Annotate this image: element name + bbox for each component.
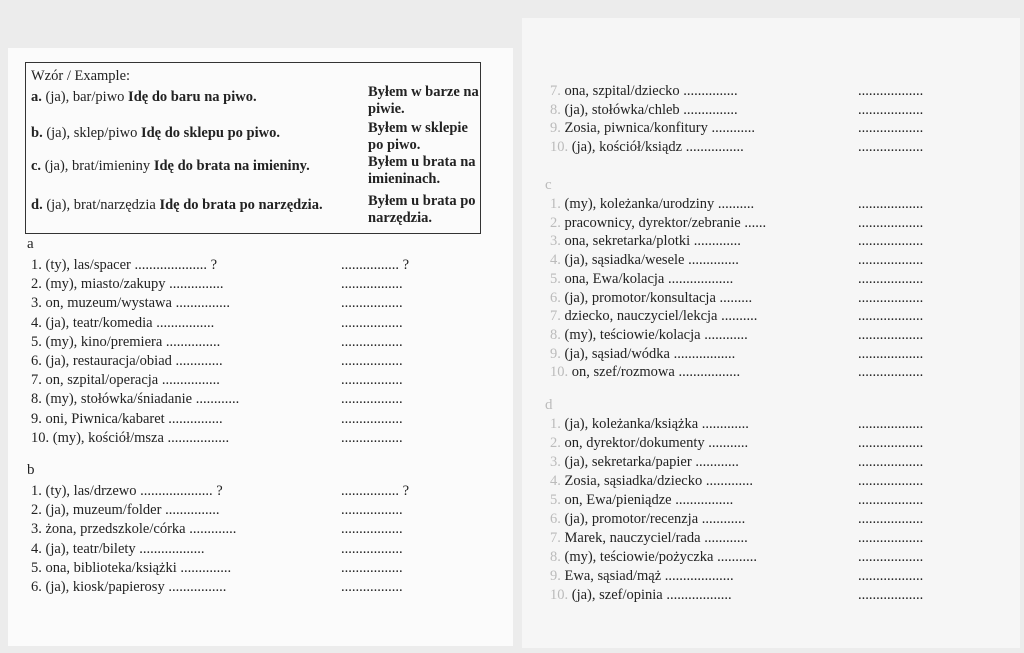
answer-blank: ................. — [341, 372, 403, 389]
item-number: 4. — [550, 252, 561, 269]
item-dots: ............. — [705, 473, 753, 489]
exercise-item: 3. żona, przedszkole/córka ............. — [31, 521, 237, 538]
answer-blank: ................. — [341, 521, 403, 538]
item-dots: ............... — [683, 83, 738, 99]
exercise-item — [550, 120, 755, 136]
exercise-item — [550, 271, 733, 287]
item-dots: ........... — [717, 549, 757, 565]
answer-blank: ................. — [341, 410, 403, 427]
exercise-item: 6. (ja), kiosk/papierosy ................ — [31, 579, 227, 595]
item-text: Zosia, piwnica/konfitury — [564, 120, 708, 137]
answer-blank: ................. — [341, 333, 403, 350]
item-text: (ja), promotor/konsultacja — [564, 289, 716, 306]
example-row-label: a. — [31, 89, 42, 105]
item-dots: .................. — [666, 587, 732, 603]
item-text: Ewa, sąsiad/mąż — [564, 568, 662, 584]
item-number: 1. — [550, 196, 561, 212]
answer-blank: .................. — [858, 270, 924, 287]
exercise-item: 5. ona, biblioteka/książki .............. — [31, 559, 232, 576]
item-dots: ............... — [683, 101, 738, 118]
example-row-sentence: Idę do brata na imieniny. — [153, 158, 310, 174]
item-dots: ................ — [675, 492, 734, 508]
item-text: on, szef/rozmowa — [571, 364, 675, 381]
answer-blank: .................. — [858, 492, 924, 508]
answer-blank: ................. — [341, 502, 403, 519]
item-dots: .............. — [688, 252, 739, 269]
example-row-sentence: Idę do baru na piwo. — [128, 89, 257, 105]
answer-blank: ................. — [341, 540, 403, 557]
answer-blank: .................. — [858, 326, 924, 343]
exercise-item — [550, 83, 738, 99]
exercise-item: 3. on, muzeum/wystawa ............... — [31, 295, 230, 312]
item-text: on, dyrektor/dokumenty — [564, 435, 705, 451]
example-row — [31, 125, 280, 141]
answer-blank: .................. — [858, 289, 924, 306]
answer-blank: .................. — [858, 549, 924, 565]
item-dots: ............ — [711, 120, 755, 137]
item-number: 1. — [550, 416, 561, 432]
item-dots: ......... — [719, 289, 753, 306]
answer-blank: ................. — [341, 353, 403, 369]
example-row-prompt: (ja), bar/piwo — [45, 89, 129, 105]
item-number: 9. — [550, 568, 561, 584]
exercise-item — [550, 233, 741, 249]
answer-blank: .................. — [858, 214, 924, 231]
exercise-item — [550, 568, 734, 584]
answer-blank: .................. — [858, 473, 924, 489]
item-number: 10. — [550, 587, 569, 603]
example-row-label: b. — [31, 125, 43, 141]
item-number: 8. — [550, 326, 561, 343]
answer-blank: .................. — [858, 196, 924, 212]
exercise-item: 1. (ty), las/spacer .................... ? — [31, 257, 218, 273]
item-text: on, Ewa/pieniądze — [564, 492, 672, 508]
example-answer: Byłem w barze na piwie. — [368, 84, 479, 117]
item-number: 7. — [550, 308, 561, 325]
item-text: dziecko, nauczyciel/lekcja — [564, 308, 718, 325]
item-text: (ja), stołówka/chleb — [564, 101, 680, 118]
answer-blank: ................. — [341, 579, 403, 595]
item-number: 7. — [550, 530, 561, 546]
example-title: Wzór / Example: — [31, 68, 131, 84]
example-row-prompt: (ja), brat/imieniny — [44, 158, 154, 174]
item-number: 6. — [550, 511, 561, 527]
item-text: pracownicy, dyrektor/zebranie — [564, 214, 741, 231]
item-number: 7. — [550, 83, 561, 99]
answer-blank: ................. — [341, 295, 403, 312]
item-number: 2. — [550, 214, 561, 231]
item-dots: ............ — [695, 454, 739, 470]
item-dots: ............. — [701, 416, 749, 432]
answer-blank: ................. — [341, 276, 403, 293]
example-row — [31, 158, 310, 174]
exercise-item — [550, 252, 739, 268]
exercise-item — [550, 435, 748, 451]
answer-blank: .................. — [858, 530, 924, 546]
item-dots: ........... — [708, 435, 749, 451]
answer-blank: .................. — [858, 454, 924, 470]
example-row — [31, 89, 257, 105]
item-text: (my), teściowie/kolacja — [564, 326, 701, 343]
item-text: (ja), koleżanka/książka — [564, 416, 699, 432]
item-number: 3. — [550, 454, 561, 470]
exercise-item — [550, 327, 748, 343]
item-dots: .......... — [721, 308, 758, 325]
item-number: 3. — [550, 233, 561, 250]
answer-blank: ................. — [341, 391, 403, 408]
example-row-prompt: (ja), brat/narzędzia — [46, 197, 160, 213]
item-text: (ja), szef/opinia — [571, 587, 663, 603]
exercise-item: 8. (my), stołówka/śniadanie ............ — [31, 391, 240, 408]
item-dots: ............ — [704, 326, 748, 343]
item-text: (ja), sąsiadka/wesele — [564, 252, 685, 269]
exercise-item: 4. (ja), teatr/bilety .................. — [31, 540, 205, 557]
exercise-item — [550, 290, 752, 306]
answer-blank: .................. — [858, 101, 924, 118]
answer-blank: .................. — [858, 435, 924, 451]
item-dots: ................... — [664, 568, 734, 584]
item-text: (ja), kościół/ksiądz — [571, 139, 683, 156]
section-label-a: a — [27, 236, 34, 252]
item-text: Marek, nauczyciel/rada — [564, 530, 701, 546]
exercise-item — [550, 139, 744, 155]
item-number: 10. — [550, 364, 569, 381]
answer-blank: .................. — [858, 511, 924, 527]
exercise-item: 2. (ja), muzeum/folder ............... — [31, 502, 220, 519]
item-text: ona, Ewa/kolacja — [564, 270, 665, 287]
example-row-label: c. — [31, 158, 42, 174]
item-number: 5. — [550, 270, 561, 287]
item-number: 8. — [550, 549, 561, 565]
item-text: Zosia, sąsiadka/dziecko — [564, 473, 703, 489]
example-row-sentence: Idę do brata po narzędzia. — [159, 197, 323, 213]
answer-blank: .................. — [858, 568, 924, 584]
item-number: 8. — [550, 101, 561, 118]
exercise-item — [550, 511, 745, 527]
item-dots: ............ — [704, 530, 748, 546]
item-text: ona, szpital/dziecko — [564, 83, 680, 99]
answer-blank: .................. — [858, 120, 924, 137]
item-number: 9. — [550, 345, 561, 362]
exercise-item — [550, 416, 749, 432]
exercise-item: 5. (my), kino/premiera ............... — [31, 333, 221, 350]
exercise-item — [550, 215, 766, 231]
exercise-item — [550, 346, 735, 362]
item-dots: ................. — [673, 345, 736, 362]
item-dots: .......... — [717, 196, 755, 212]
exercise-item: 1. (ty), las/drzewo .................... ? — [31, 483, 223, 499]
answer-blank: .................. — [858, 345, 924, 362]
answer-blank: .................. — [858, 308, 924, 325]
example-answer: Byłem u brata po narzędzia. — [368, 193, 476, 226]
item-text: (my), koleżanka/urodziny — [564, 196, 715, 212]
exercise-item: 2. (my), miasto/zakupy ............... — [31, 276, 224, 293]
answer-blank: .................. — [858, 587, 924, 603]
exercise-item: 7. on, szpital/operacja ................ — [31, 372, 220, 389]
item-dots: ............ — [701, 511, 746, 527]
answer-blank: ................. — [341, 314, 403, 331]
exercise-item — [550, 587, 732, 603]
answer-blank: ................. — [341, 429, 403, 446]
item-text: (ja), sekretarka/papier — [564, 454, 692, 470]
answer-blank: .................. — [858, 364, 924, 381]
answer-blank: ................. — [341, 559, 403, 576]
exercise-item — [550, 196, 754, 212]
exercise-item: 6. (ja), restauracja/obiad ............. — [31, 353, 223, 369]
exercise-item — [550, 102, 738, 118]
example-answer: Byłem u brata na imieninach. — [368, 154, 476, 187]
answer-blank: ................ ? — [341, 257, 410, 273]
example-row-label: d. — [31, 197, 43, 213]
exercise-item: 4. (ja), teatr/komedia ................ — [31, 314, 215, 331]
item-number: 9. — [550, 120, 561, 137]
item-text: ona, sekretarka/plotki — [564, 233, 691, 250]
answer-blank: .................. — [858, 139, 924, 156]
example-row — [31, 197, 323, 213]
answer-blank: ................ ? — [341, 483, 410, 499]
item-dots: ............. — [693, 233, 741, 250]
item-dots: ................ — [685, 139, 744, 156]
exercise-item — [550, 530, 748, 546]
exercise-item — [550, 364, 740, 380]
item-text: (my), teściowie/pożyczka — [564, 549, 714, 565]
exercise-item — [550, 308, 757, 324]
item-text: (ja), promotor/recenzja — [564, 511, 699, 527]
item-number: 5. — [550, 492, 561, 508]
answer-blank: .................. — [858, 252, 924, 269]
example-answer: Byłem w sklepie po piwo. — [368, 120, 468, 153]
exercise-item: 9. oni, Piwnica/kabaret ............... — [31, 410, 223, 427]
exercise-item — [550, 473, 753, 489]
section-label-d: d — [545, 397, 553, 413]
example-row-sentence: Idę do sklepu po piwo. — [140, 125, 280, 141]
answer-blank: .................. — [858, 416, 924, 432]
item-number: 10. — [550, 139, 569, 156]
exercise-item: 10. (my), kościół/msza ................. — [31, 429, 230, 446]
item-number: 4. — [550, 473, 561, 489]
answer-blank: .................. — [858, 83, 924, 99]
item-dots: .................. — [667, 270, 734, 287]
example-row-prompt: (ja), sklep/piwo — [46, 125, 141, 141]
item-dots: ...... — [744, 214, 767, 231]
item-dots: ................. — [678, 364, 741, 381]
item-number: 6. — [550, 289, 561, 306]
exercise-item — [550, 492, 733, 508]
section-label-b: b — [27, 462, 35, 478]
exercise-item — [550, 454, 739, 470]
section-label-c: c — [545, 177, 552, 193]
item-text: (ja), sąsiad/wódka — [564, 345, 670, 362]
answer-blank: .................. — [858, 233, 924, 250]
exercise-item — [550, 549, 757, 565]
item-number: 2. — [550, 435, 561, 451]
